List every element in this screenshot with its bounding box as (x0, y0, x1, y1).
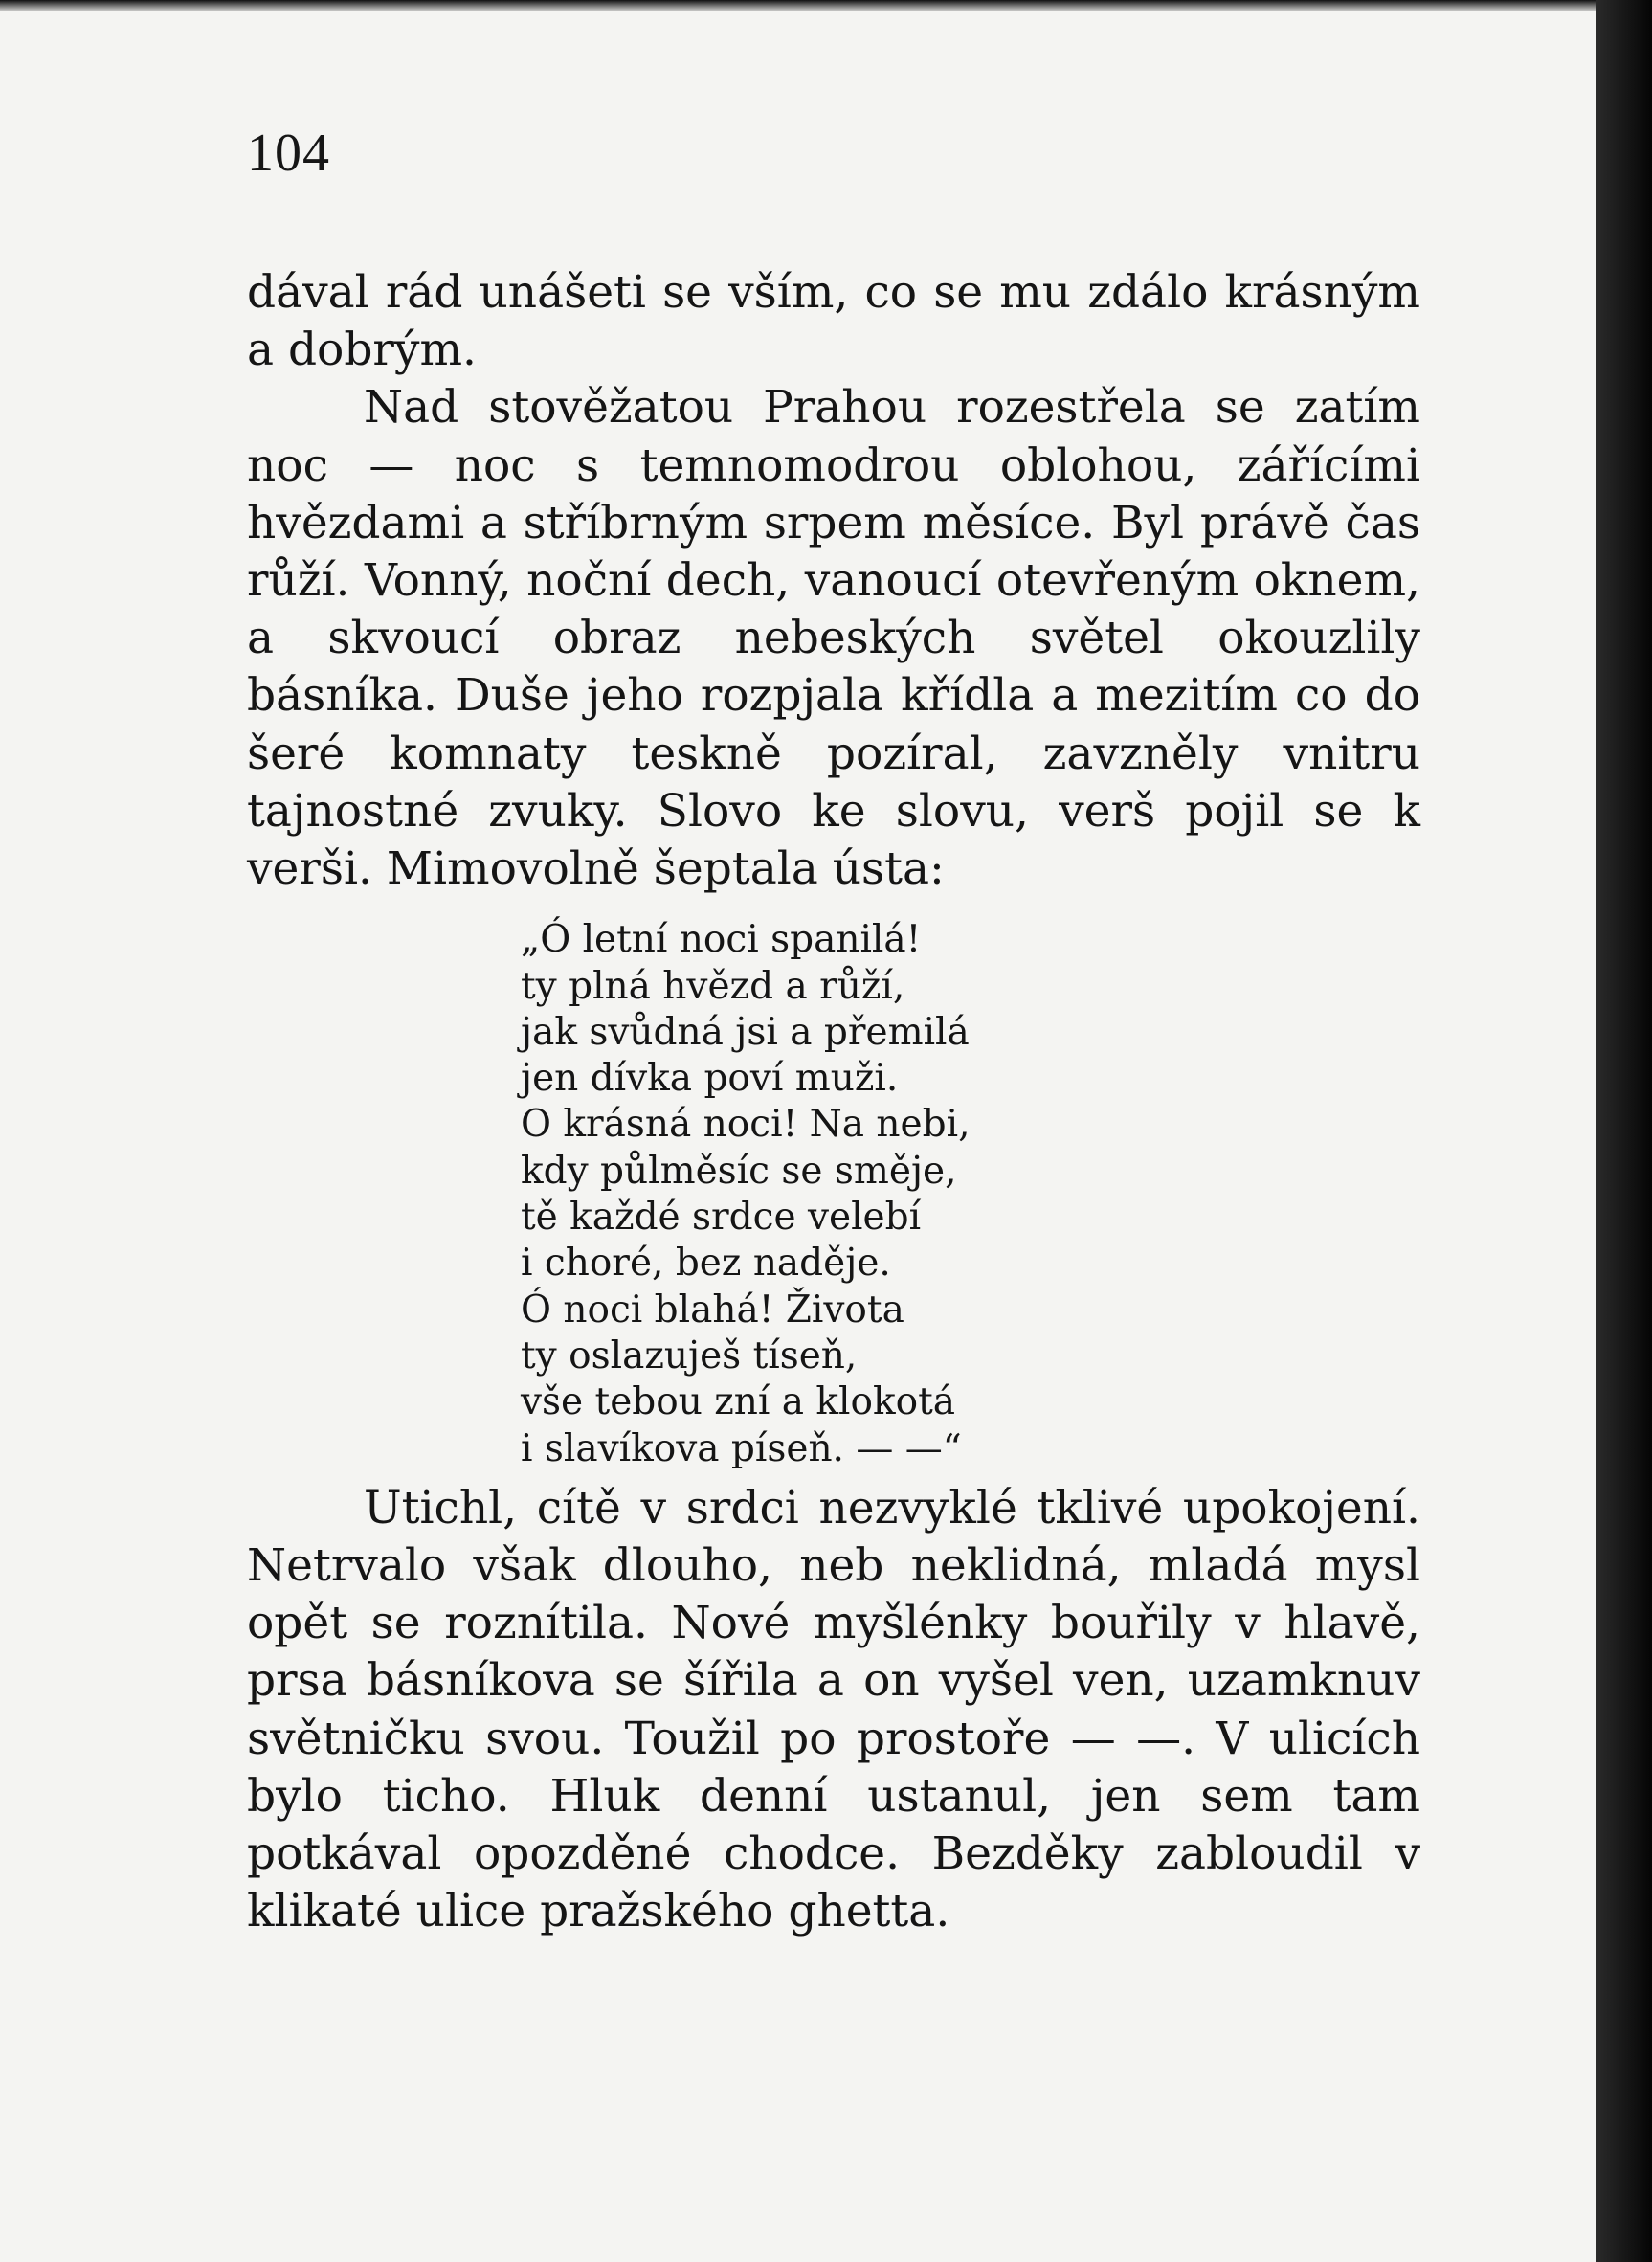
paragraph-2: Nad stověžatou Prahou rozestřela se zatím noc — noc s temnomodrou oblohou, zářícími hvězdami a stříbrným srpem měsíce. Byl právě čas růží. Vonný, noční dech, vanoucí otevřeným oknem, a skvoucí obraz nebeských světel okouzlily básníka. Duše jeho rozpjala křídla a mezitím co do šeré komnaty teskně pozíral, zavzněly vnitru tajnostné zvuky. Slovo ke slovu, verš pojil se k verši. Mimovolně šeptala ústa: (247, 381, 1420, 896)
poem-line-3: jak svůdná jsi a přemilá (521, 1010, 970, 1054)
poem-line-6: kdy půlměsíc se směje, (521, 1149, 957, 1193)
poem-line-5: O krásná noci! Na nebi, (521, 1103, 971, 1147)
poem-line-8: i choré, bez naděje. (521, 1242, 891, 1286)
poem (521, 917, 1420, 1472)
paragraph-1: dával rád unášeti se vším, co se mu zdálo krásným a dobrým. (247, 266, 1420, 377)
page-number: 104 (247, 123, 330, 183)
poem-line-4: jen dívka poví muži. (521, 1057, 899, 1101)
scan-edge-top (0, 0, 1652, 11)
poem-line-9: Ó noci blahá! Života (521, 1288, 904, 1332)
poem-line-10: ty oslazuješ tíseň, (521, 1333, 858, 1377)
poem-line-7: tě každé srdce velebí (521, 1196, 922, 1240)
scan-edge-right (1596, 0, 1652, 2262)
poem-line-2: ty plná hvězd a růží, (521, 964, 905, 1008)
poem-line-12: i slavíkova píseň. — —“ (521, 1426, 962, 1470)
body-text (247, 264, 1420, 1940)
poem-line-11: vše tebou zní a klokotá (521, 1380, 956, 1424)
poem-line-1: „Ó letní noci spanilá! (521, 918, 922, 962)
paragraph-3: Utichl, cítě v srdci nezvyklé tklivé upokojení. Netrvalo však dlouho, neb neklidná, mladá mysl opět se roznítila. Nové myšlénky bouřily v hlavě, prsa básníkova se šířila a on vyšel ven, uzamknuv světničku svou. Toužil po prostoře — —. V ulicích bylo ticho. Hluk denní ustanul, jen sem tam potkával opozděné chodce. Bezděky zabloudil v klikaté ulice pražského ghetta. (247, 1481, 1420, 1938)
